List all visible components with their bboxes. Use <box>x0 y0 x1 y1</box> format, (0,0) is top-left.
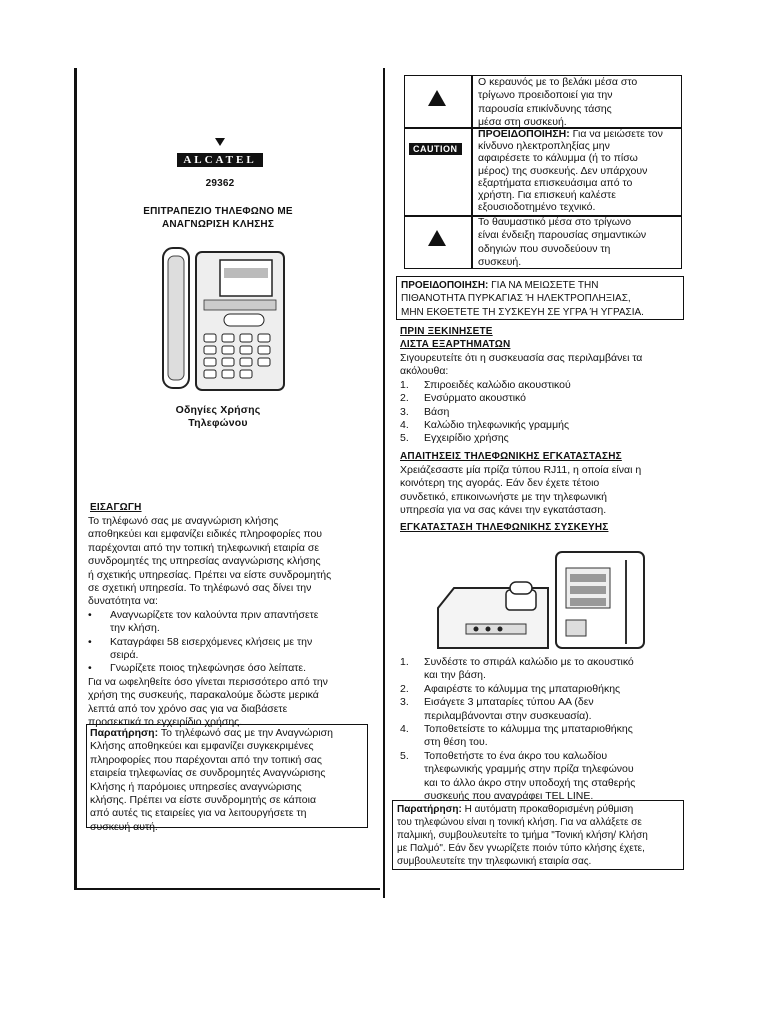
list-item: 4. Τοποθετείστε το κάλυμμα της μπαταριοθήκης <box>400 723 633 736</box>
center-fold-line <box>383 68 385 898</box>
lightning-warning-icon <box>428 90 446 106</box>
warning-table-divider <box>471 75 473 269</box>
fire-warning-box: ΠΡΟΕΙΔΟΠΟΙΗΣΗ: ΓΙΑ ΝΑ ΜΕΙΩΣΕΤΕ ΤΗΝ ΠΙΘΑΝΟΤΗΤΑ ΠΥΡΚΑΓΙΑΣ Ή ΗΛΕΚΤΡΟΠΛΗΞΙΑΣ, ΜΗΝ ΕΚΘΕΤΕΤΕ ΤΗ ΣΥΣΚΕΥΗ ΣΕ ΥΓΡΑ Ή ΥΓΡΑΣΙΑ. <box>396 276 684 320</box>
install-steps: 1. Συνδέστε το σπιράλ καλώδιο με το ακουστικό και την βάση. 2. Αφαιρέστε το κάλυμμα της μπαταριοθήκης 3. Εισάγετε 3 μπαταρίες τύπου AA (δεν περιλαμβάνονται στην συσκευασία). 4. Τοποθετείστε το κάλυμμα της μπαταριοθήκης στη θέση του. 5. Τοποθετήστε το ένα άκρο του καλωδίου τηλεφωνικής γραμμής στην πρίζα τηλεφώνου και το άλλο άκρο στην υποδοχή της σταθερής συσκευής που αναγράφει TEL LINE. <box>400 656 690 803</box>
list-item: • Καταγράφει 58 εισερχόμενες κλήσεις με την <box>88 635 313 648</box>
note-box-left: Παρατήρηση: Το τηλέφωνό σας με την Αναγνώριση Κλήσης αποθηκεύει και εμφανίζει συγκεκριμένες πληροφορίες που παρέχονται από την τοπική σας εταιρεία τηλεφωνίας σε συνδρομητές Αναγνώρισης Κλήσης ή παρόμοιες υπηρεσίες αναγνώρισης κλήσης. Πρέπει να είστε συνδρομητής σε κάποια από αυτές τις εταιρείες για να λειτουργήσετε τη συσκευή αυτή. <box>86 724 368 828</box>
list-item: 2. Αφαιρέστε το κάλυμμα της μπαταριοθήκης <box>400 682 621 695</box>
product-title: ΕΠΙΤΡΑΠΕΖΙΟ ΤΗΛΕΦΩΝΟ ΜΕ ΑΝΑΓΝΩΡΙΣΗ ΚΛΗΣΗΣ <box>143 206 293 230</box>
warning-voltage: Ο κεραυνός με το βελάκι μέσα στο τρίγωνο προειδοποιεί για την παρουσία επικίνδυνης τάσης μέσα στη συσκευή. <box>478 76 638 129</box>
before-heading: ΠΡΙΝ ΞΕΚΙΝΗΣΕΤΕ <box>400 326 493 337</box>
parts-list: Σιγουρευτείτε ότι η συσκευασία σας περιλαμβάνει τα ακόλουθα: 1. Σπιροειδές καλώδιο ακουστικού 2. Ενσύρματο ακουστικό 3. Βάση 4. Καλώδιο τηλεφωνικής γραμμής 5. Εγχειρίδιο χρήσης <box>400 352 690 446</box>
note-box-right: Παρατήρηση: Η αυτόματη προκαθορισμένη ρύθμιση του τηλεφώνου είναι η τονική κλήση. Για να αλλάξετε σε παλμική, συμβουλευτείτε το τμήμα "Τονική κλήση/ Κλήση με Παλμό". Εάν δεν γνωρίζετε ποιόν τύπο κλήσης έχετε, συμβουλευτείτε την τηλεφωνική εταιρία σας. <box>392 800 684 870</box>
requirements-text: Χρειάζεσαστε μία πρίζα τύπου RJ11, η οποία είναι η κοινότερη της αγοράς. Εάν δεν έχετε τέτοιο συνδετικό, επικοινωνήστε με την τηλεφωνική υπηρεσία για να σας κάνει την εγκατάσταση. <box>400 464 642 517</box>
warning-instructions: Το θαυμαστικό μέσα στο τρίγωνο είναι ένδειξη παρουσίας σημαντικών οδηγιών που συνοδεύουν τη συσκευή. <box>478 216 647 269</box>
list-item: 4. Καλώδιο τηλεφωνικής γραμμής <box>400 419 570 432</box>
list-item: • Γνωρίζετε ποιος τηλεφώνησε όσο λείπατε. <box>88 662 307 675</box>
left-margin-line <box>74 68 77 890</box>
phone-illustration <box>160 244 290 394</box>
list-item: 1. Σπιροειδές καλώδιο ακουστικού <box>400 378 571 391</box>
warning-cover: ΠΡΟΕΙΔΟΠΟΙΗΣΗ: Για να μειώσετε τον κίνδυνο ηλεκτροπληξίας μην αφαιρέσετε το κάλυμμα (ή το πίσω μέρος) της συσκευής. Δεν υπάρχουν εξαρτήματα επισκευάσιμα από το χρήστη. Για επισκευή καλέστε εξουσιοδοτημένο τεχνικό. <box>478 128 663 214</box>
list-item: 2. Ενσύρματο ακουστικό <box>400 392 527 405</box>
left-bottom-line <box>74 888 380 890</box>
list-item: 5. Τοποθετήστε το ένα άκρο του καλωδίου <box>400 749 608 762</box>
exclamation-warning-icon <box>428 230 446 246</box>
list-item: • Αναγνωρίζετε τον καλούντα πριν απαντήσετε <box>88 608 319 621</box>
parts-heading: ΛΙΣΤΑ ΕΞΑΡΤΗΜΑΤΩΝ <box>400 339 511 350</box>
list-item: 5. Εγχειρίδιο χρήσης <box>400 432 509 445</box>
manual-title: Οδηγίες Χρήσης Τηλεφώνου <box>175 404 261 429</box>
intro-heading: ΕΙΣΑΓΩΓΗ <box>90 502 142 513</box>
intro-section: Το τηλέφωνό σας με αναγνώριση κλήσης αποθηκεύει και εμφανίζει ειδικές πληροφορίες που παρέχονται από την τοπική τηλεφωνική εταιρία σε συνδρομητές της υπηρεσίας αναγνώρισης κλήσης ή σχετικής υπηρεσίας. Πρέπει να είστε συνδρομητής σε σχετική υπηρεσία. Το τηλέφωνό σας δίνει την δυνατότητα να: • Αναγνωρίζετε τον καλούντα πριν απαντήσετε την κλήση. • Καταγράφει 58 εισερχόμενες κλήσεις με την σειρά. • Γνωρίζετε ποιος τηλεφώνησε όσο λείπατε. Για να ωφεληθείτε όσο γίνεται περισσότερο από την χρήση της συσκευής, παρακαλούμε δώστε μερικά λεπτά από τον χρόνο σας για να διαβάσετε προσεκτικά το εγχειρίδιο χρήσης. <box>88 515 378 730</box>
caution-badge: CAUTION <box>409 139 462 157</box>
installation-illustration <box>436 548 648 652</box>
logo-arrow-icon <box>215 138 225 146</box>
list-item: 1. Συνδέστε το σπιράλ καλώδιο με το ακουστικό <box>400 656 634 668</box>
list-item: 3. Βάση <box>400 405 450 418</box>
list-item: 3. Εισάγετε 3 μπαταρίες τύπου AA (δεν <box>400 696 594 709</box>
install-heading: ΕΓΚΑΤΑΣΤΑΣΗ ΤΗΛΕΦΩΝΙΚΗΣ ΣΥΣΚΕΥΗΣ <box>400 522 609 533</box>
brand-block <box>160 138 280 189</box>
alcatel-logo: ALCATEL <box>177 153 262 167</box>
model-number: 29362 <box>205 178 235 189</box>
requirements-heading: ΑΠΑΙΤΗΣΕΙΣ ΤΗΛΕΦΩΝΙΚΗΣ ΕΓΚΑΤΑΣΤΑΣΗΣ <box>400 451 622 462</box>
